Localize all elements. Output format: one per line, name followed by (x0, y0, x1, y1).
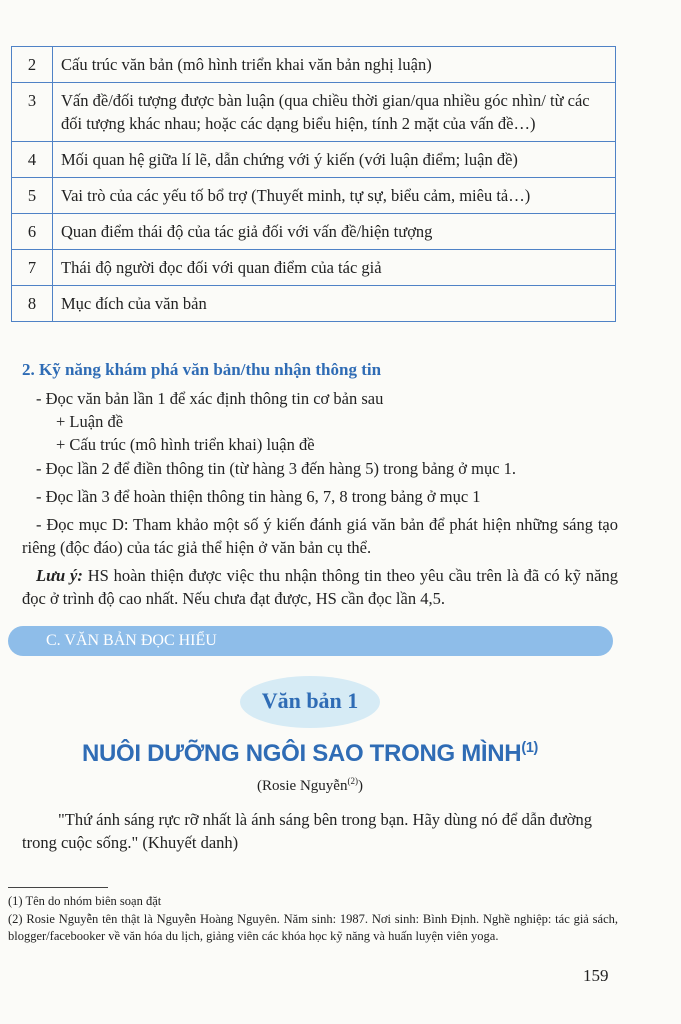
author-close: ) (357, 778, 363, 794)
row-text: Cấu trúc văn bản (mô hình triển khai văn bản nghị luận) (53, 47, 616, 83)
row-text: Quan điểm thái độ của tác giả đối với vấn đề/hiện tượng (53, 214, 616, 250)
note-text: HS hoàn thiện được việc thu nhận thông tin theo yêu cầu trên là đã có kỹ năng đọc ở trình độ cao nhất. Nếu chưa đạt được, HS cần đọc lần 4,5. (22, 566, 618, 608)
row-text: Thái độ người đọc đối với quan điểm của tác giả (53, 250, 616, 286)
title-ref: (1) (521, 740, 539, 756)
note-label: Lưu ý: (36, 566, 83, 585)
page-number: 159 (583, 966, 609, 985)
footnote-divider (8, 887, 108, 888)
line-4: - Đọc lần 2 để điền thông tin (từ hàng 3 đến hàng 5) trong bảng ở mục 1. (36, 459, 517, 478)
author-ref: (2) (347, 776, 358, 786)
title-text: NUÔI DƯỠNG NGÔI SAO TRONG MÌNH (81, 740, 522, 767)
table-row (12, 178, 616, 214)
row-text: Vấn đề/đối tượng được bàn luận (qua chiều thời gian/qua nhiều góc nhìn/ từ các đối tượng khác nhau; hoặc các dạng biểu hiện, tính 2 mặt của vấn đề…) (53, 83, 616, 142)
author-name: (Rosie Nguyễn (257, 778, 348, 794)
row-number: 7 (12, 250, 53, 286)
line-6: - Đọc mục D: Tham khảo một số ý kiến đánh giá văn bản để phát hiện những sáng tạo riêng (độc đáo) của tác giả thể hiện ở văn bản cụ thể. (22, 515, 618, 557)
table-row (12, 286, 616, 322)
text-label: Văn bản 1 (261, 688, 359, 713)
row-number: 5 (12, 178, 53, 214)
author (0, 776, 620, 795)
section-banner: C. VĂN BẢN ĐỌC HIỂU (8, 626, 613, 656)
footnote-1: (1) Tên do nhóm biên soạn đặt (8, 894, 162, 908)
line-1: - Đọc văn bản lần 1 để xác định thông tin cơ bản sau (36, 389, 384, 408)
table-row (12, 250, 616, 286)
row-text: Vai trò của các yếu tố bổ trợ (Thuyết minh, tự sự, biểu cảm, miêu tả…) (53, 178, 616, 214)
note (22, 564, 618, 610)
table-row (12, 214, 616, 250)
epigraph-quote: "Thứ ánh sáng rực rỡ nhất là ánh sáng bên trong bạn. Hãy dùng nó để dẫn đường trong cuộc sống." (Khuyết danh) (22, 810, 592, 852)
row-number: 4 (12, 142, 53, 178)
table-row (12, 83, 616, 142)
info-table (11, 46, 616, 322)
row-number: 8 (12, 286, 53, 322)
text-title (0, 740, 620, 768)
line-5: - Đọc lần 3 để hoàn thiện thông tin hàng 6, 7, 8 trong bảng ở mục 1 (36, 487, 481, 506)
line-2: + Luận đề (56, 412, 124, 431)
line-3: + Cấu trúc (mô hình triển khai) luận đề (56, 435, 315, 454)
section-heading: 2. Kỹ năng khám phá văn bản/thu nhận thông tin (22, 360, 382, 379)
footnote-2: (2) Rosie Nguyễn tên thật là Nguyễn Hoàng Nguyên. Năm sinh: 1987. Nơi sinh: Bình Định. Nghề nghiệp: tác giả sách, blogger/facebooker về văn hóa du lịch, giảng viên các khóa học kỹ năng và huấn luyện viên yoga. (8, 912, 618, 943)
table-row (12, 47, 616, 83)
row-text: Mục đích của văn bản (53, 286, 616, 322)
row-text: Mối quan hệ giữa lí lẽ, dẫn chứng với ý kiến (với luận điểm; luận đề) (53, 142, 616, 178)
row-number: 6 (12, 214, 53, 250)
row-number: 3 (12, 83, 53, 142)
row-number: 2 (12, 47, 53, 83)
table-row (12, 142, 616, 178)
